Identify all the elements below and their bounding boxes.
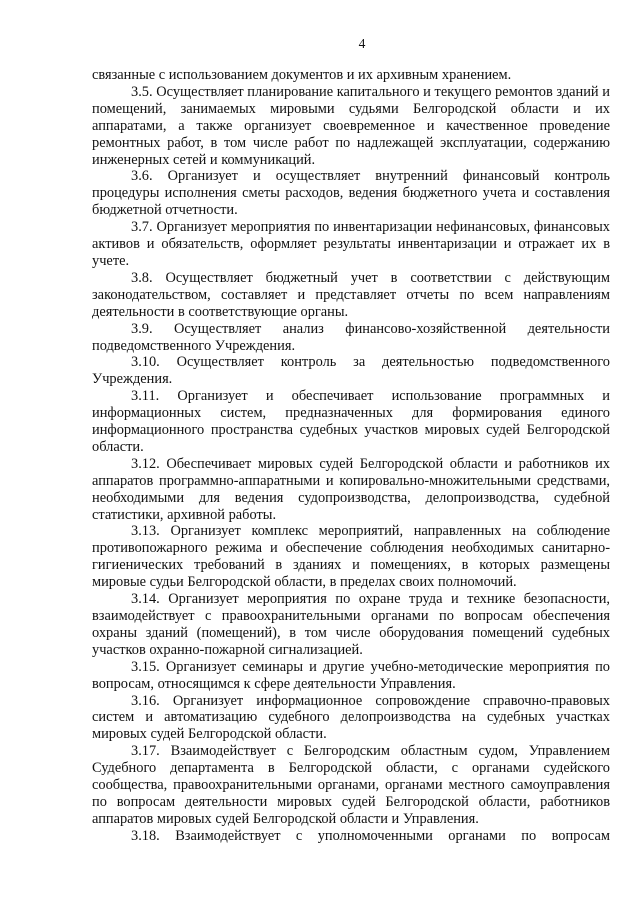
paragraph-continuation: связанные с использованием документов и их архивным хранением. bbox=[92, 67, 512, 83]
paragraph-3-17: 3.17. Взаимодействует с Белгородским областным судом, Управлением Судебного департамента в Белгородской области, с органами судейского сообщества, правоохранительными органами, органами местного самоуправления по вопросам деятельности мировых судей Белгородской области, работников аппаратов мировых судей Белгородской области и Управления. bbox=[92, 743, 610, 827]
paragraph-3-9: 3.9. Осуществляет анализ финансово-хозяйственной деятельности подведомственного Учреждения. bbox=[92, 320, 610, 354]
paragraph-3-8: 3.8. Осуществляет бюджетный учет в соответствии с действующим законодательством, составляет и представляет отчеты по всем направлениям деятельности в соответствующие органы. bbox=[92, 269, 610, 320]
paragraph-3-7: 3.7. Организует мероприятия по инвентаризации нефинансовых, финансовых активов и обязательств, оформляет результаты инвентаризации и отражает их в учете. bbox=[92, 219, 610, 269]
paragraph-3-15: 3.15. Организует семинары и другие учебно-методические мероприятия по вопросам, относящимся к сфере деятельности Управления. bbox=[92, 658, 610, 692]
paragraph-3-12: 3.12. Обеспечивает мировых судей Белгородской области и работников их аппаратов программно-аппаратными и копировально-множительными средствами, необходимыми для ведения судопроизводства, делопроизводства, судебной статистики, архивной работы. bbox=[92, 455, 610, 523]
paragraph-3-10: 3.10. Осуществляет контроль за деятельностью подведомственного Учреждения. bbox=[92, 354, 610, 388]
paragraph-3-18: 3.18. Взаимодействует с уполномоченными органами по вопросам bbox=[131, 827, 610, 844]
paragraph-3-13: 3.13. Организует комплекс мероприятий, направленных на соблюдение противопожарного режима и обеспечение соблюдения необходимых санитарно-гигиенических требований в зданиях и помещениях, в которых размещены мировые судьи Белгородской области, в пределах своих полномочий. bbox=[92, 523, 610, 591]
paragraph-3-5: 3.5. Осуществляет планирование капитального и текущего ремонтов зданий и помещений, занимаемых мировыми судьями Белгородской области и их аппаратами, а также организует своевременное и качественное проведение ремонтных работ, в том числе работ по надлежащей эксплуатации, содержанию инженерных сетей и коммуникаций. bbox=[92, 83, 610, 168]
paragraph-3-14: 3.14. Организует мероприятия по охране труда и технике безопасности, взаимодействует с правоохранительными органами по вопросам обеспечения охраны зданий (помещений), в том числе оборудования помещений судебных участков охранно-пожарной сигнализацией. bbox=[92, 591, 610, 658]
paragraph-3-16: 3.16. Организует информационное сопровождение справочно-правовых систем и автоматизацию судебного делопроизводства на судебных участках мировых судей Белгородской области. bbox=[92, 692, 610, 743]
page-number: 4 bbox=[358, 36, 366, 51]
paragraph-3-6: 3.6. Организует и осуществляет внутренний финансовый контроль процедуры исполнения сметы расходов, ведения бюджетного учета и составления бюджетной отчетности. bbox=[92, 168, 610, 219]
paragraph-3-11: 3.11. Организует и обеспечивает использование программных и информационных систем, предназначенных для формирования единого информационного пространства судебных участков мировых судей Белгородской области. bbox=[92, 388, 610, 455]
document-body bbox=[92, 67, 610, 845]
